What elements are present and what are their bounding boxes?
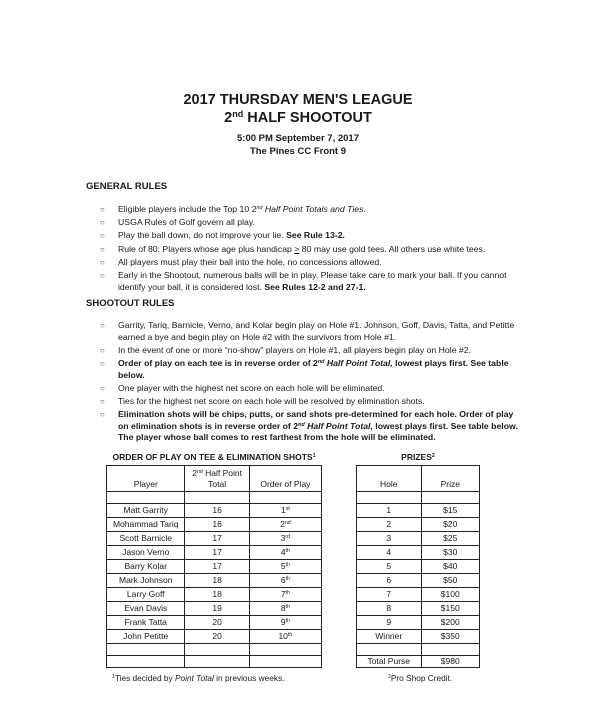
table-header-row	[357, 466, 480, 492]
prize-amount: $20	[421, 518, 480, 532]
bullet-icon: ○	[100, 244, 105, 254]
prize-amount: $150	[421, 602, 480, 616]
half-point-total: 17	[185, 546, 249, 560]
list-item: ○ One player with the highest net score on each hole will be eliminated.	[100, 382, 385, 393]
order-of-play: 8th	[249, 602, 321, 616]
half-point-total: 16	[185, 504, 249, 518]
bullet-icon: ○	[100, 205, 105, 214]
order-of-play: 9th	[249, 616, 321, 630]
half-point-total: 18	[185, 574, 249, 588]
order-of-play: 1st	[249, 504, 321, 518]
player-name: Mohammad Tariq	[107, 518, 185, 532]
hole-number: 9	[357, 616, 422, 630]
list-item: ○ Rule of 80: Players whose age plus handicap > 80 may use gold tees. All others use white tees.	[100, 243, 486, 254]
col-header-order: Order of Play	[249, 466, 321, 492]
order-of-play: 6th	[249, 574, 321, 588]
bullet-icon: ○	[100, 358, 105, 368]
table-row	[357, 532, 480, 546]
prize-amount: $40	[421, 560, 480, 574]
order-table-footnote: $^1$Ties decided by Point Total in previous weeks.	[112, 673, 285, 683]
order-of-play: 10th	[249, 630, 321, 644]
prize-amount: $100	[421, 588, 480, 602]
bullet-icon: ○	[100, 321, 105, 330]
table-row	[357, 504, 480, 518]
list-item: ○ Eligible players include the Top 10 2nd Half Point Totals and Ties.	[100, 204, 366, 214]
player-name: Frank Tatta	[107, 616, 185, 630]
order-table-body	[107, 504, 322, 644]
shootout-rules-heading: SHOOTOUT RULES	[86, 298, 175, 309]
prize-amount: $50	[421, 574, 480, 588]
player-name: Barry Kolar	[107, 560, 185, 574]
order-of-play: 3rd	[249, 532, 321, 546]
bullet-icon: ○	[100, 218, 105, 228]
list-item: ○ Ties for the highest net score on each hole will be resolved by elimination shots.	[100, 395, 425, 406]
bullet-icon: ○	[100, 231, 105, 241]
player-name: Scott Barnicle	[107, 532, 185, 546]
half-point-total: 18	[185, 588, 249, 602]
bullet-icon: ○	[100, 410, 105, 420]
col-header-hole: Hole	[357, 466, 422, 492]
table-row	[357, 546, 480, 560]
table-row	[107, 560, 322, 574]
player-name: Mark Johnson	[107, 574, 185, 588]
order-of-play-table	[106, 465, 322, 668]
total-purse-label: Total Purse	[357, 656, 422, 668]
player-name: Evan Davis	[107, 602, 185, 616]
player-name: Matt Garrity	[107, 504, 185, 518]
half-point-total: 16	[185, 518, 249, 532]
hole-number: 5	[357, 560, 422, 574]
hole-number: Winner	[357, 630, 422, 644]
table-row	[107, 602, 322, 616]
prize-amount: $15	[421, 504, 480, 518]
half-point-total: 19	[185, 602, 249, 616]
general-rules-list	[86, 204, 526, 295]
half-point-total: 17	[185, 532, 249, 546]
hole-number: 8	[357, 602, 422, 616]
list-item: ○ Order of play on each tee is in reverse order of 2nd Half Point Total, lowest plays first. See table below.	[100, 357, 509, 380]
event-time-date: 5:00 PM September 7, 2017	[237, 133, 359, 144]
hole-number: 2	[357, 518, 422, 532]
half-point-total: 20	[185, 616, 249, 630]
table-row	[357, 518, 480, 532]
prizes-table-caption: PRIZES$^2$	[401, 452, 435, 462]
list-item: ○ Garrity, Tariq, Barnicle, Verno, and Kolar begin play on Hole #1. Johnson, Goff, Davis, Tatta, and Petitte earned a bye and begin play on Hole #2 with the survivors from Hole #1.	[100, 320, 515, 342]
hole-number: 4	[357, 546, 422, 560]
hole-number: 3	[357, 532, 422, 546]
prizes-table-footnote: $^2$Pro Shop Credit.	[388, 673, 453, 683]
table-row-blank	[357, 492, 480, 504]
general-rules-heading: GENERAL RULES	[86, 181, 168, 192]
col-header-total: 2nd Half Point Total	[185, 466, 249, 492]
table-row	[357, 560, 480, 574]
table-row	[107, 504, 322, 518]
table-row-blank	[107, 492, 322, 504]
table-row	[107, 588, 322, 602]
list-item: ○ Elimination shots will be chips, putts, or sand shots pre-determined for each hole. Order of play on elimination shots is in reverse order of 2nd Half Point Total, lowest plays first. See table below. The player whose ball comes to rest farthest from the hole will be eliminated.	[100, 409, 518, 443]
prize-amount: $350	[421, 630, 480, 644]
order-table-caption: ORDER OF PLAY ON TEE & ELIMINATION SHOTS$^1$	[112, 452, 316, 462]
hole-number: 7	[357, 588, 422, 602]
prizes-table-body	[357, 504, 480, 644]
prize-amount: $200	[421, 616, 480, 630]
table-row-blank	[357, 644, 480, 656]
table-row	[357, 574, 480, 588]
total-purse-value: $980	[421, 656, 480, 668]
prizes-table	[356, 465, 480, 668]
half-point-total: 17	[185, 560, 249, 574]
total-purse-row	[357, 656, 480, 668]
bullet-icon: ○	[100, 383, 105, 393]
order-of-play: 2nd	[249, 518, 321, 532]
table-row	[107, 616, 322, 630]
list-item: ○ Play the ball down, do not improve your lie. See Rule 13-2.	[100, 230, 345, 241]
doc-subtitle: 2nd HALF SHOOTOUT	[224, 109, 372, 126]
prize-amount: $25	[421, 532, 480, 546]
col-header-prize: Prize	[421, 466, 480, 492]
table-header-row	[107, 466, 322, 492]
bullet-icon: ○	[100, 270, 105, 280]
list-item: ○ USGA Rules of Golf govern all play.	[100, 217, 255, 228]
table-row	[107, 518, 322, 532]
hole-number: 6	[357, 574, 422, 588]
player-name: Jason Verno	[107, 546, 185, 560]
table-row	[107, 532, 322, 546]
prize-amount: $30	[421, 546, 480, 560]
half-point-total: 20	[185, 630, 249, 644]
table-row-blank	[107, 656, 322, 668]
list-item: ○ All players must play their ball into the hole, no concessions allowed.	[100, 256, 382, 267]
table-row	[357, 602, 480, 616]
event-venue: The Pines CC Front 9	[249, 146, 347, 157]
player-name: Larry Goff	[107, 588, 185, 602]
table-row	[357, 616, 480, 630]
order-of-play: 4th	[249, 546, 321, 560]
table-row	[357, 588, 480, 602]
bullet-icon: ○	[100, 396, 105, 406]
hole-number: 1	[357, 504, 422, 518]
list-item: ○ Early in the Shootout, numerous balls will be in play. Please take care to mark your ball. If you cannot identify your ball, it is considered lost. See Rules 12-2 and 27-1.	[100, 269, 507, 292]
shootout-rules-list	[86, 320, 526, 446]
table-row	[107, 546, 322, 560]
bullet-icon: ○	[100, 345, 105, 355]
doc-title: 2017 THURSDAY MEN'S LEAGUE	[183, 92, 413, 108]
list-item: ○ In the event of one or more “no-show” players on Hole #1, all players begin play on Hole #2.	[100, 344, 472, 355]
table-row	[107, 630, 322, 644]
table-row	[357, 630, 480, 644]
player-name: John Petitte	[107, 630, 185, 644]
order-of-play: 7th	[249, 588, 321, 602]
table-row-blank	[107, 644, 322, 656]
order-of-play: 5th	[249, 560, 321, 574]
col-header-player: Player	[107, 466, 185, 492]
table-row	[107, 574, 322, 588]
bullet-icon: ○	[100, 257, 105, 267]
